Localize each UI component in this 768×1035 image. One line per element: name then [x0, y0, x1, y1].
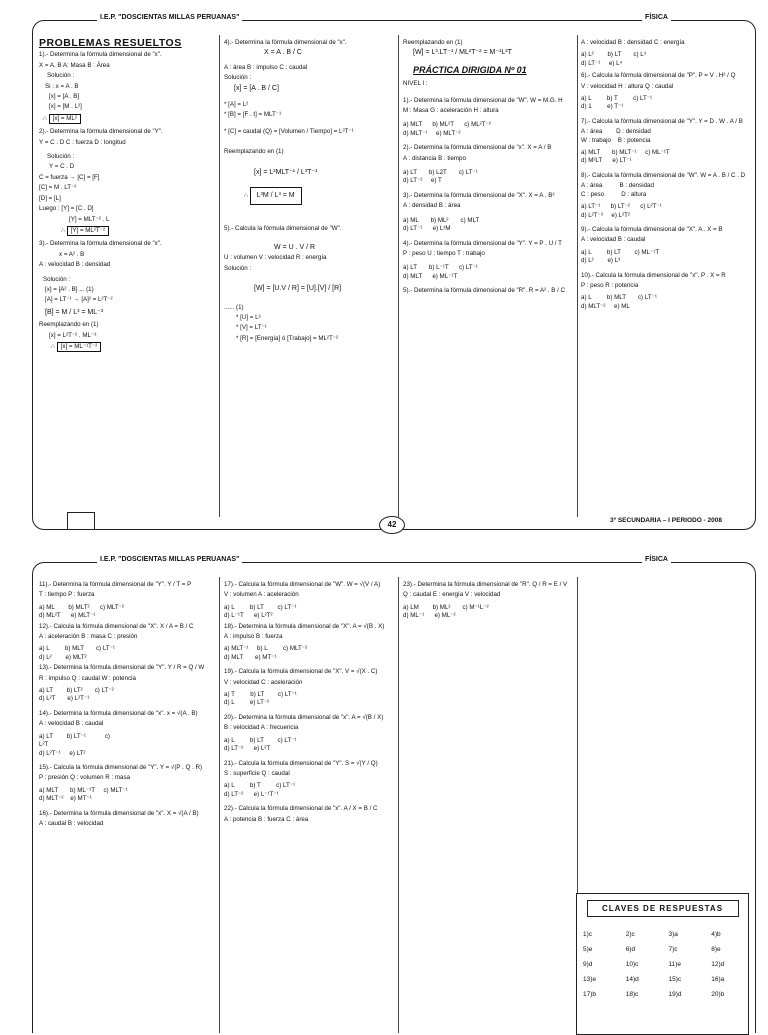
solution-line: Si : x = A . B	[45, 82, 79, 90]
practice-column-2	[581, 39, 751, 313]
question-15-variables: P : presión Q : volumen R : masa	[39, 774, 131, 782]
question-6: 6).- Calcula la fórmula dimensional de "P". P = V . H² / Q	[581, 72, 736, 80]
question-16-variables: A : caudal B : velocidad	[39, 819, 104, 827]
solution-line: [Y] = MLT⁻² . L	[69, 215, 110, 223]
question-8: 8).- Calcula la fórmula dimensional de "W". W = A . B / C . D	[581, 171, 746, 179]
question-18-variables: A : impulso B : fuerza	[224, 633, 283, 641]
question-21: 21).- Calcula la fórmula dimensional de "Y". S = √(Y / Q)	[224, 759, 378, 767]
solution-line: * [B] = [F . t] = MLT⁻¹	[224, 111, 282, 119]
question-18-options: a) MLT⁻¹ b) L c) MLT⁻² d) MLT e) MT⁻¹	[224, 645, 308, 661]
question-12-variables: A : aceleración B : masa C : presión	[39, 633, 138, 641]
question-5-variables: A : velocidad B : densidad C : energía	[581, 39, 685, 46]
solution-label: Solución :	[47, 153, 75, 161]
answer-keys-box	[576, 893, 749, 1035]
answer-key-cell: 1)c	[583, 931, 593, 938]
answer-key-cell: 15)c	[668, 976, 682, 983]
solved-problems-column-2: 4).- Determina la fórmula dimensional de "x". X = A . B / C A : área B : impulso C : caudal Solución : [x] = [A . B / C] * [A] = L² * [B] = [F . t] = MLT⁻¹ * [C] = caudal (Q) = [Volumen / Tiempo] = L³T⁻¹ Reemplazando en (1) [x] = L²MLT⁻¹ / L³T⁻¹ ∴ L³M / L³ = M 5).- Calcula la fórmula dimensional de "W". W = U . V / R U : volumen V : velocidad R : energía Solución : [W] = [U.V / R] = [U].[V] / [R] ...... (1) * [U] = L³ * [V] = LT⁻¹ * [R] = [Energía] ó [Trabajo] = ML²T⁻²	[224, 39, 394, 345]
question-11: 11).- Determina la fórmula dimensional de "Y". Y / T = P	[39, 581, 192, 588]
question-1-variables: M : Masa G : aceleración H : altura	[403, 107, 499, 115]
solution-line: * [R] = [Energía] ó [Trabajo] = ML²T⁻²	[236, 334, 339, 342]
column-divider	[398, 35, 399, 517]
question-5-options: a) L² b) LT c) L³ d) LT⁻¹ e) L⁴	[581, 51, 646, 67]
question-14-variables: A : velocidad B : caudal	[39, 720, 104, 728]
column-divider	[219, 35, 220, 517]
question-20-options: a) L b) LT c) LT⁻¹ d) LT⁻² e) L²T	[224, 736, 297, 753]
problem-3-statement: 3).- Determina la fórmula dimensional de "x".	[39, 240, 162, 248]
question-22: 22).- Calcula la fórmula dimensional de "x". A / X = B / C	[224, 805, 378, 813]
question-4-variables: P : peso U : tiempo T : trabajo	[403, 249, 485, 257]
column-divider	[577, 35, 578, 517]
question-15: 15).- Calcula la fórmula dimensional de "Y". Y = √(P . Q . R)	[39, 763, 203, 771]
problem-2-statement: 2).- Determina la fórmula dimensional de "Y".	[39, 128, 163, 136]
answer-key-cell: 14)d	[625, 976, 639, 983]
question-17-variables: V : volumen A : aceleración	[224, 591, 299, 599]
answer-key-cell: 19)d	[668, 991, 682, 998]
worksheet-page-2	[32, 556, 756, 1033]
question-19-options: a) T b) LT c) LT⁻¹ d) L e) LT⁻²	[224, 691, 297, 707]
answer-key-cell: 17)b	[583, 991, 597, 998]
question-15-options: a) MLT b) ML⁻¹T c) MLT⁻¹ d) MLT⁻² e) MT⁻¹	[39, 786, 128, 803]
solution-line: * [C] = caudal (Q) = [Volumen / Tiempo] = L³T⁻¹	[224, 127, 354, 135]
answer-key-cell: 16)a	[711, 976, 725, 983]
question-17: 17).- Calcula la fórmula dimensional de "W". W = √(V / A)	[224, 581, 381, 588]
answer-keys-table	[577, 927, 748, 1002]
question-7-variables: A : área D : densidad W : trabajo B : potencia	[581, 128, 651, 144]
worksheet-page-1	[32, 14, 756, 530]
question-9-options: a) L b) LT c) ML⁻¹T d) L² e) L³	[581, 248, 660, 265]
result-box: L³M / L³ = M	[250, 187, 302, 205]
solution-line: * [U] = L³	[236, 313, 261, 321]
problem-4-variables: A : área B : impulso C : caudal	[224, 63, 308, 71]
question-14: 14).- Determina la fórmula dimensional de "x". x = √(A . B)	[39, 709, 198, 717]
question-2-variables: A : distancia B : tiempo	[403, 154, 466, 162]
question-3-options: a) ML b) ML² c) MLT d) LT⁻¹ e) L³M	[403, 216, 480, 233]
solution-line: * [A] = L²	[224, 101, 249, 109]
question-16: 16).- Determina la fórmula dimensional de "x". X = √(A / B)	[39, 809, 199, 817]
question-8-variables: A : área B : densidad C : peso D : altura	[581, 182, 654, 198]
question-18: 18).- Determina la fórmula dimensional de "X". A = √(B . X)	[224, 622, 385, 630]
practice-column-5	[403, 581, 573, 623]
question-19-variables: V : velocidad C : aceleración	[224, 678, 303, 686]
question-5: 5).- Determina la fórmula dimensional de "R". R = A² . B / C	[403, 287, 566, 295]
answer-keys-row	[577, 957, 748, 972]
question-13-options: a) LT b) LT² c) LT⁻² d) L²T e) L²T⁻¹	[39, 687, 114, 703]
question-20-variables: B : velocidad A : frecuencia	[224, 724, 299, 732]
question-7-options: a) MLT b) MLT⁻¹ c) ML⁻¹T d) M²LT e) LT⁻¹	[581, 149, 670, 165]
question-14-options: a) LT b) LT⁻¹ c) L²T d) L²T⁻¹ e) LT²	[39, 732, 110, 757]
question-1: 1).- Determina la fórmula dimensional de "W". W = M.G. H	[403, 96, 563, 104]
answer-key-cell: 11)e	[668, 961, 682, 968]
answer-key-cell: 2)c	[625, 931, 635, 938]
question-23-variables: Q : caudal E : energía V : velocidad	[403, 591, 501, 599]
problem-5-variables: U : volumen V : velocidad R : energía	[224, 254, 327, 262]
question-8-options: a) LT⁻¹ b) LT⁻² c) L²T⁻¹ d) L²T⁻³ e) L²T²	[581, 203, 662, 219]
problem-5-equation: W = U . V / R	[274, 243, 316, 251]
question-4: 4).- Determina la fórmula dimensional de "Y". Y = P . U / T	[403, 239, 562, 247]
question-6-options: a) L b) T c) LT⁻¹ d) 1 e) T⁻¹	[581, 95, 653, 111]
question-23: 23).- Determina la fórmula dimensional de "R". Q / R = E / V	[403, 581, 568, 588]
question-20: 20).- Determina la fórmula dimensional de "x". A = √(B / X)	[224, 713, 384, 721]
question-7: 7).- Calcula la fórmula dimensional de "Y". Y = D . W . A / B	[581, 117, 743, 125]
question-19: 19).- Calcula la fórmula dimensional de "X". V = √(X . C)	[224, 668, 378, 676]
answer-key-cell: 9)d	[583, 961, 593, 968]
solution-line: [x] = [A . B]	[49, 93, 80, 101]
question-4-options: a) LT b) L⁻¹T c) LT⁻¹ d) MLT e) ML⁻¹T	[403, 264, 478, 280]
solution-line: [x] = [A . B / C]	[234, 84, 279, 92]
solution-line: [x] = L²MLT⁻¹ / L³T⁻¹	[254, 168, 318, 176]
question-10-variables: P : peso R : potencia	[581, 281, 639, 289]
question-13-variables: R : impulso Q : caudal W : potencia	[39, 674, 136, 682]
problem-4-statement: 4).- Determina la fórmula dimensional de "x".	[224, 39, 347, 46]
problem-5-statement: 5).- Calcula la fórmula dimensional de "W".	[224, 225, 342, 233]
practice-column	[403, 39, 573, 298]
answer-key-cell: 6)d	[625, 946, 636, 953]
page-number: 42	[379, 516, 405, 534]
problem-1-variables: X = A. B A: Masa B : Área	[39, 61, 110, 69]
solution-line: Reemplazando en (1)	[39, 321, 99, 329]
question-2-options: a) LT b) L2T c) LT⁻¹ d) LT⁻² e) T	[403, 169, 478, 185]
result-box: [x] = ML⁻¹T⁻²	[57, 342, 102, 352]
answer-keys-title: CLAVES DE RESPUESTAS	[587, 900, 739, 917]
level-label: NIVEL I :	[403, 80, 428, 88]
question-10: 10).- Calcula la fórmula dimensional de "x". P . X = R	[581, 271, 726, 279]
answer-key-cell: 3)a	[668, 931, 678, 938]
practice-title: PRÁCTICA DIRIGIDA Nº 01	[413, 64, 527, 75]
answer-key-cell: 13)e	[583, 976, 597, 983]
column-divider	[219, 577, 220, 1033]
solution-line: Reemplazando en (1)	[224, 148, 284, 156]
school-name: I.E.P. "DOSCIENTAS MILLAS PERUANAS"	[97, 14, 242, 21]
question-9-variables: A : velocidad B : caudal	[581, 236, 646, 244]
question-1-options: a) MLT b) ML²T c) ML²T⁻² d) MLT⁻¹ e) MLT⁻²	[403, 121, 491, 137]
solved-problems-column: PROBLEMAS RESUELTOS 1).- Determina la fórmula dimensional de "x". X = A. B A: Masa B : Área Solución : Si : x = A . B [x] = [A . B] [x] = [M . L²] ∴ [x] = ML² 2).- Determina la fórmula dimensional de "Y". Y = C . D C : fuerza D : longitud Solución : Y = C . D C = fuerza → [C] = [F] [C] = M . LT⁻² [D] = [L] Luego : [Y] = [C . D] [Y] = MLT⁻² . L ∴ [Y] = ML²T⁻² 3).- Determina la fórmula dimensional de "x". x = A² . B A : velocidad B : densidad Solución : [x] = [A² . B] ... (1) [A] = LT⁻¹ → [A]² = L²T⁻² [B] = M / L³ = ML⁻³ Reemplazando en (1) [x] = L²T⁻² . ML⁻³ ∴ [x] = ML⁻¹T⁻²	[39, 39, 215, 354]
section-title: PROBLEMAS RESUELTOS	[39, 37, 182, 49]
school-name: I.E.P. "DOSCIENTAS MILLAS PERUANAS"	[97, 556, 242, 563]
answer-key-cell: 8)e	[711, 946, 721, 953]
question-3-variables: A : densidad B : área	[403, 202, 461, 210]
solution-line: [W] = L³.LT⁻¹ / ML²T⁻² = M⁻¹L²T	[413, 49, 512, 57]
solution-line: [W] = [U.V / R] = [U].[V] / [R]	[254, 285, 342, 293]
solution-line: Luego : [Y] = [C . D]	[39, 205, 94, 213]
practice-column-4	[224, 581, 394, 826]
problem-4-equation: X = A . B / C	[264, 49, 302, 57]
result-box: [x] = ML²	[49, 114, 81, 124]
answer-key-cell: 10)c	[625, 961, 639, 968]
question-2: 2).- Determina la fórmula dimensional de "x". X = A / B	[403, 144, 552, 152]
question-11-variables: T : tiempo P : fuerza	[39, 591, 95, 599]
question-17-options: a) L b) LT c) LT⁻¹ d) L⁻¹T e) L²T²	[224, 603, 297, 620]
solution-line: [x] = [M . L²]	[49, 103, 82, 111]
answer-key-cell: 5)e	[583, 946, 593, 953]
practice-column-3	[39, 581, 215, 830]
question-21-options: a) L b) T c) LT⁻¹ d) LT⁻² e) L⁻¹T⁻¹	[224, 782, 296, 798]
answer-key-cell: 20)b	[711, 991, 725, 998]
question-10-options: a) L b) MLT c) LT⁻¹ d) MLT⁻² e) ML	[581, 294, 657, 310]
answer-key-cell: 4)b	[711, 931, 721, 938]
solution-line: [x] = L²T⁻² . ML⁻³	[49, 331, 97, 339]
solution-line: C = fuerza → [C] = [F]	[39, 173, 100, 181]
problem-3-variables: A : velocidad B : densidad	[39, 261, 111, 269]
question-11-options: a) ML b) MLT² c) MLT⁻² d) ML²T e) MLT⁻¹	[39, 603, 124, 620]
solution-line: [A] = LT⁻¹ → [A]² = L²T⁻²	[45, 296, 113, 304]
question-3: 3).- Determina la fórmula dimensional de "X". X = A . B³	[403, 191, 555, 199]
answer-keys-row	[577, 927, 748, 942]
question-12-options: a) L b) MLT c) LT⁻¹ d) L² e) MLT²	[39, 645, 115, 661]
answer-key-cell: 18)c	[625, 991, 639, 998]
problem-3-equation: x = A² . B	[59, 250, 85, 258]
solution-line: [x] = [A² . B] ... (1)	[45, 285, 94, 293]
question-12: 12).- Calcula la fórmula dimensional de "X". X / A = B / C	[39, 622, 194, 630]
solution-line: Reemplazando en (1)	[403, 39, 463, 46]
answer-key-cell: 7)c	[668, 946, 678, 953]
problem-2-variables: Y = C . D C : fuerza D : longitud	[39, 138, 126, 146]
solution-label: Solución :	[47, 72, 75, 80]
page-header	[73, 14, 715, 28]
answer-keys-row	[577, 942, 748, 957]
solution-line: * [V] = LT⁻¹	[236, 324, 267, 332]
page-footer: 3º SECUNDARIA – I PERIODO - 2008	[607, 517, 725, 524]
answer-key-cell: 12)d	[711, 961, 725, 968]
question-21-variables: S : superficie Q : caudal	[224, 769, 290, 777]
solution-line: [C] = M . LT⁻²	[39, 184, 77, 192]
answer-keys-row	[577, 987, 748, 1002]
problem-1-statement: 1).- Determina la fórmula dimensional de "x".	[39, 51, 162, 59]
corner-box	[67, 512, 95, 530]
solution-line: Y = C . D	[49, 163, 75, 171]
solution-label: Solución :	[224, 74, 252, 82]
solution-label: Solución :	[224, 264, 252, 272]
question-9: 9).- Calcula la fórmula dimensional de "X". A . X = B	[581, 225, 723, 233]
subject-name: FÍSICA	[642, 14, 671, 21]
answer-keys-row	[577, 972, 748, 987]
question-22-variables: A : potencia B : fuerza C : área	[224, 815, 309, 823]
result-box: [Y] = ML²T⁻²	[67, 226, 109, 236]
question-13: 13).- Determina la fórmula dimensional de "Y". Y / R = Q / W	[39, 664, 205, 672]
subject-name: FÍSICA	[642, 556, 671, 563]
page-header	[73, 556, 715, 570]
solution-line: [B] = M / L³ = ML⁻³	[45, 308, 104, 316]
solution-line: [D] = [L]	[39, 194, 61, 202]
question-6-variables: V : velocidad H : altura Q : caudal	[581, 82, 674, 90]
solution-line: ...... (1)	[224, 303, 244, 311]
question-23-options: a) LM b) ML² c) M⁻¹L⁻² d) ML⁻¹ e) ML⁻²	[403, 603, 489, 620]
column-divider	[398, 577, 399, 1033]
solution-label: Solución :	[43, 275, 71, 283]
